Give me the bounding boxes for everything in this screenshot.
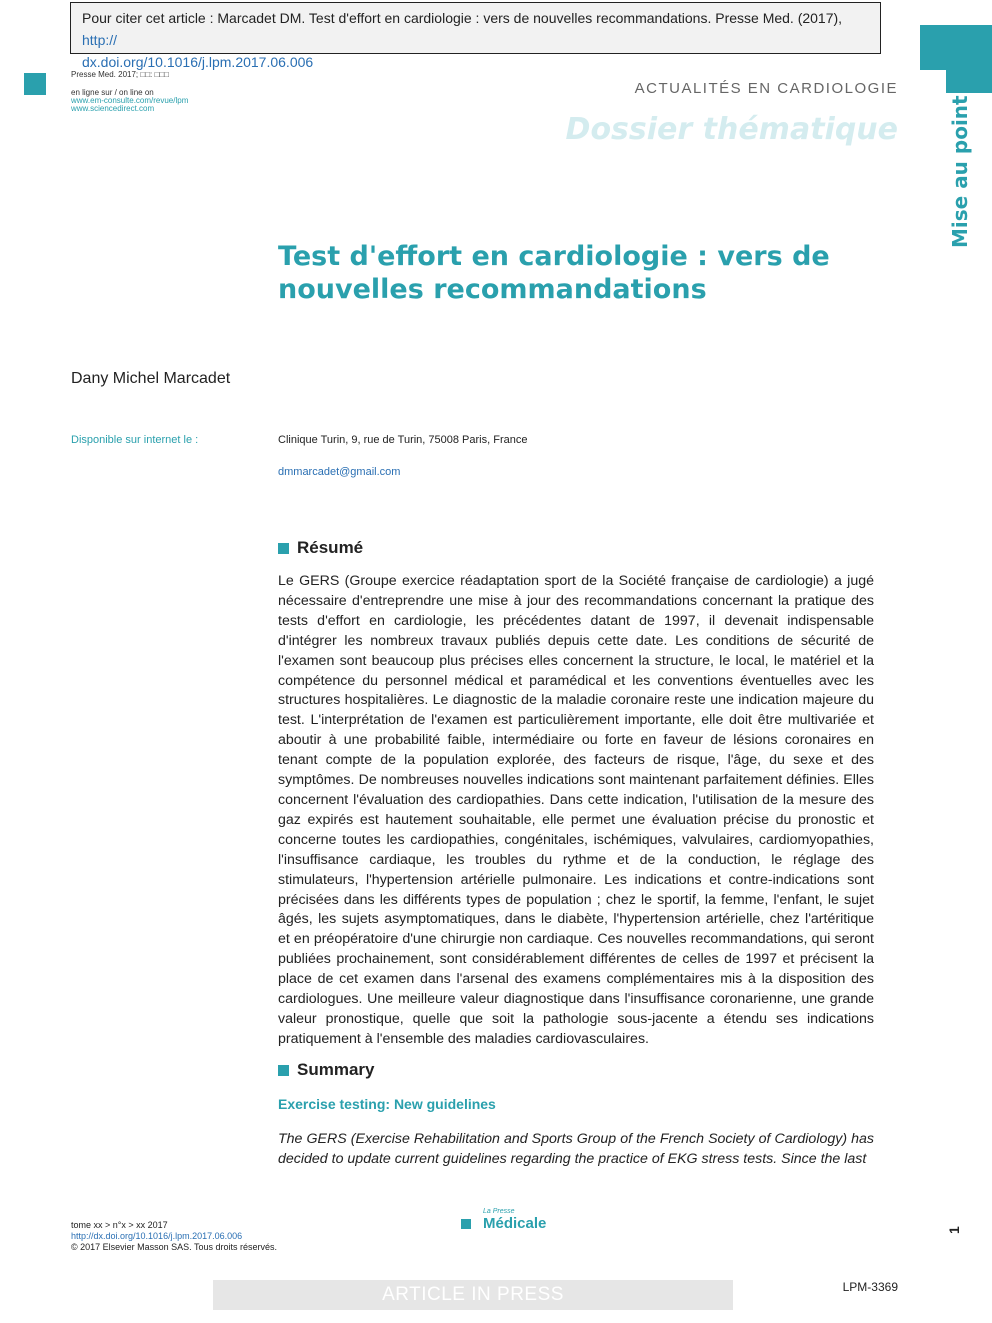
logo-big-text: Médicale <box>483 1215 547 1232</box>
heading-square-icon <box>278 543 289 554</box>
footer-doi-link[interactable]: http://dx.doi.org/10.1016/j.lpm.2017.06.006 <box>71 1231 243 1241</box>
section-heading: ACTUALITÉS EN CARDIOLOGIE <box>634 80 898 97</box>
footer-copyright: © 2017 Elsevier Masson SAS. Tous droits réservés. <box>71 1242 278 1252</box>
logo-small-text: La Presse <box>483 1208 515 1215</box>
site-link-emconsulte[interactable]: www.em-consulte.com/revue/lpm <box>71 96 189 105</box>
online-label: en ligne sur / on line on <box>71 88 154 97</box>
article-code: LPM-3369 <box>842 1280 898 1294</box>
journal-logo <box>461 1208 546 1232</box>
footer-issue: tome xx > n°x > xx 2017 <box>71 1220 168 1230</box>
journal-ref: Presse Med. 2017; □□: □□□ <box>71 70 169 79</box>
side-label: Mise au point <box>948 95 972 248</box>
citation-box <box>70 2 881 70</box>
affiliation: Clinique Turin, 9, rue de Turin, 75008 Paris, France <box>278 434 528 446</box>
article-author: Dany Michel Marcadet <box>71 370 231 387</box>
journal-corner-square <box>24 73 46 95</box>
article-title: Test d'effort en cardiologie : vers de nouvelles recommandations <box>278 241 830 305</box>
summary-text: The GERS (Exercise Rehabilitation and Sports Group of the French Society of Cardiology) has decided to update current guidelines regarding the practice of EKG stress tests. Since the last <box>278 1131 874 1167</box>
citation-text: Pour citer cet article : Marcadet DM. Test d'effort en cardiologie : vers de nouvelles recommandations. Presse Med. (2017), <box>82 10 843 26</box>
citation-doi-link-part1[interactable]: http:// <box>82 32 118 48</box>
article-in-press-banner: ARTICLE IN PRESS <box>213 1280 733 1310</box>
summary-subtitle: Exercise testing: New guidelines <box>278 1096 496 1112</box>
resume-heading <box>278 538 363 558</box>
author-email[interactable]: dmmarcadet@gmail.com <box>278 466 401 478</box>
heading-square-icon <box>278 1065 289 1076</box>
side-tab-notch <box>920 70 946 93</box>
summary-heading <box>278 1060 374 1080</box>
page-number: 1 <box>946 1226 962 1234</box>
resume-heading-text: Résumé <box>297 538 364 557</box>
logo-square-icon <box>461 1219 471 1229</box>
summary-heading-text: Summary <box>297 1060 375 1079</box>
availability-label: Disponible sur internet le : <box>71 434 199 446</box>
footer-info <box>71 1220 277 1253</box>
citation-doi-link-part2[interactable]: dx.doi.org/10.1016/j.lpm.2017.06.006 <box>82 54 314 70</box>
resume-text: Le GERS (Groupe exercice réadaptation sport de la Société française de cardiologie) a jugé nécessaire d'entreprendre une mise à jour des recommandations concernant la pratique des tests d'effort en cardiologie, les précédentes datant de 1997, il devenait indispensable d'intégrer les nombreux travaux publiés depuis cette date. Les conditions de sécurité de l'examen sont beaucoup plus précises elles concernent la structure, le local, le matériel et la compétence du personnel médical et paramédical et les conventions éventuelles avec les structures hospitalières. Le diagnostic de la maladie coronaire reste une indication majeure du test. L'interprétation de l'examen est particulièrement importante, elle doit être multivariée et aboutir à une probabilité faible, intermédiaire ou forte en faveur de lésions coronaires en tenant compte de la population explorée, des facteurs de risque, l'âge, du sexe et des symptômes. De nombreuses nouvelles indications sont maintenant parfaitement définies. Elles concernent l'évaluation des cardiopathies. Dans cette indication, l'utilisation de la mesure des gaz expirés est hautement souhaitable, elle permet une évaluation précise du pronostic et concerne toutes les cardiopathies, congénitales, ischémiques, valvulaires, cardiomyopathies, l'insuffisance cardiaque, les troubles du rythme et de la conduction, le réglage des stimulateurs, l'hypertension artérielle pulmonaire. Les indications et contre-indications sont précisées dans les différents types de population ; chez le sportif, la femme, l'enfant, le sujet âgés, les sujets asymptomatiques, dans le diabète, l'hypertension artérielle, chez l'artéritique et en préopératoire d'une chirurgie non cardiaque. Ces nouvelles recommandations, qui seront publiées prochainement, sont considérablement différentes de celles de 1997 et précisent la place de cet examen dans l'arsenal des examens complémentaires mis à la disposition des cardiologues. Une meilleure valeur diagnostique dans l'insuffisance coronarienne, une grande valeur pronostique, quelle que soit la pathologie sous-jacente a étendu ses indications pratiquement à l'ensemble des maladies cardiovasculaires. <box>278 573 874 1047</box>
site-link-sciencedirect[interactable]: www.sciencedirect.com <box>71 104 155 113</box>
dossier-label: Dossier thématique <box>565 112 898 147</box>
